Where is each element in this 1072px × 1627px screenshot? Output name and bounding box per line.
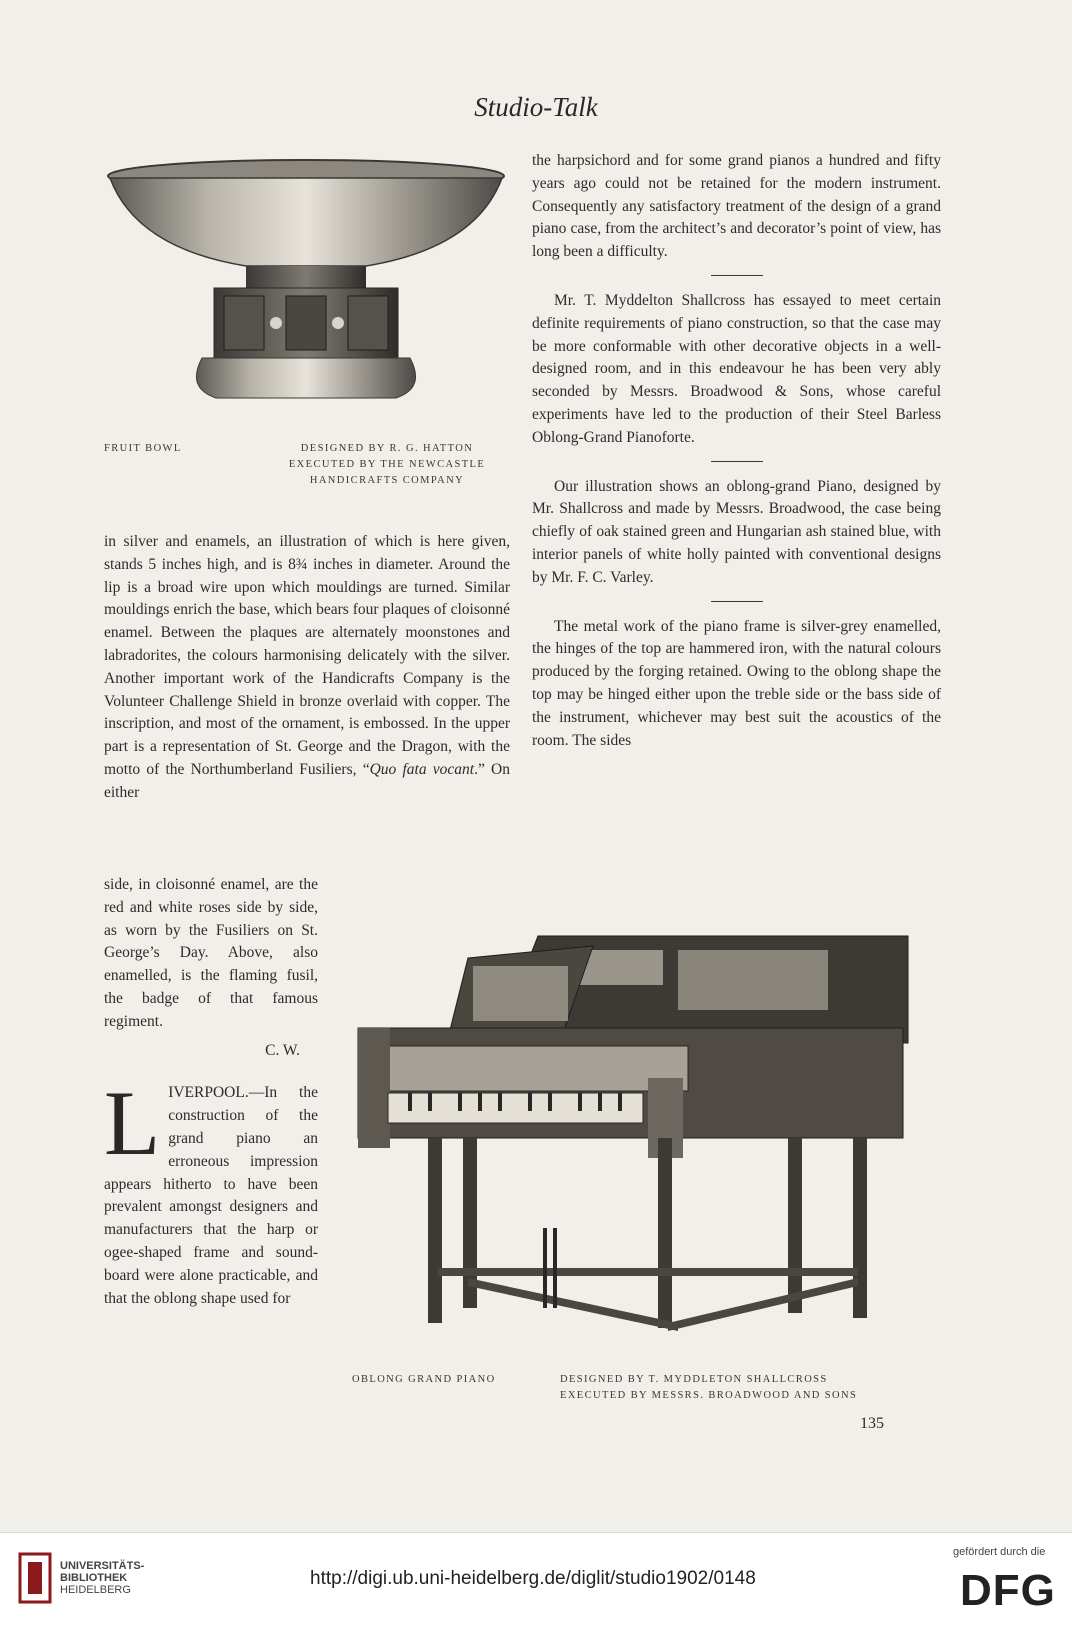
paragraph: side, in cloisonné enamel, are the red and white roses side by side, as worn by the Fusiliers on St. George’s Day. Above, also enamelled, is the flaming fusil, the badge of that famous regiment. bbox=[104, 876, 318, 1030]
oblong-grand-piano-image bbox=[348, 928, 928, 1358]
funded-by-text: gefördert durch die bbox=[953, 1546, 1046, 1558]
bowl-caption-title: FRUIT BOWL bbox=[104, 443, 182, 454]
paragraph-text: IVERPOOL.—In the construction of the grand piano an erroneous impression appears hitherto to have been prevalent amongst designers and manufacturers that the harp or ogee-shaped frame and sound-board were alone practicable, and that the oblong shape used for bbox=[104, 1084, 318, 1307]
paragraph bbox=[104, 1072, 318, 1310]
piano-caption-title: OBLONG GRAND PIANO bbox=[352, 1374, 496, 1385]
paragraph: Mr. T. Myddelton Shallcross has essayed to meet certain definite requirements of piano construction, so that the case may be more conformable with other decorative objects in a well-designed room, and in this endeavour he has been very ably seconded by Messrs. Broadwood & Sons, whose careful experiments have led to the production of their Steel Barless Oblong-Grand Pianoforte. bbox=[532, 291, 941, 446]
fruit-bowl-image bbox=[96, 148, 516, 418]
bowl-credit-line: HANDICRAFTS COMPANY bbox=[309, 475, 465, 486]
paragraph-text: in silver and enamels, an illustration of which is here given, stands 5 inches high, and is 8¾ inches in diameter. Around the lip is a broad wire upon which mouldings are turned. Similar mouldings enrich the base, which bears four plaques of cloisonné enamel. Between the plaques are alternately moonstones and labradorites, the colours harmonising delicately with the silver. Another important work of the Handicrafts Company is the Volunteer Challenge Shield in bronze overlaid with copper. The inscription, and most of the ornament, is embossed. In the upper part is a representation of St. George and the Dragon, with the motto of the Northumberland Fusiliers, “ bbox=[104, 533, 510, 778]
paragraph-text: .” On either bbox=[104, 760, 511, 801]
left-column-upper bbox=[104, 531, 510, 805]
right-column bbox=[532, 150, 941, 752]
library-name-line: HEIDELBERG bbox=[60, 1584, 131, 1596]
permalink-url[interactable]: http://digi.ub.uni-heidelberg.de/diglit/studio1902/0148 bbox=[310, 1568, 756, 1589]
bowl-caption-credit bbox=[267, 441, 507, 489]
left-column-lower bbox=[104, 874, 318, 1310]
section-divider bbox=[711, 601, 763, 602]
paragraph: the harpsichord and for some grand pianos a hundred and fifty years ago could not be retained for the modern instrument. Consequently any satisfactory treatment of the design of a grand piano case, from the architect’s and decorator’s point of view, has long been a difficulty. bbox=[532, 152, 941, 261]
page-title: Studio-Talk bbox=[474, 92, 598, 122]
piano-caption-credit bbox=[560, 1372, 857, 1404]
piano-credit-line: EXECUTED BY MESSRS. BROADWOOD AND SONS bbox=[560, 1390, 858, 1401]
section-divider bbox=[711, 461, 763, 462]
piano-credit-line: DESIGNED BY T. MYDDLETON SHALLCROSS bbox=[560, 1374, 828, 1385]
motto-text: Quo fata vocant bbox=[369, 760, 475, 778]
bowl-credit-line: DESIGNED BY R. G. HATTON bbox=[300, 443, 474, 454]
library-name-line: BIBLIOTHEK bbox=[60, 1572, 128, 1584]
signature: C. W. bbox=[265, 1041, 300, 1059]
paragraph: The metal work of the piano frame is silver-grey enamelled, the hinges of the top are hammered iron, with the natural colours produced by the forging retained. Owing to the oblong shape the top may be hinged either upon the treble side or the bass side of the instrument, whichever may best suit the acoustics of the room. The sides bbox=[532, 617, 941, 749]
page-number: 135 bbox=[860, 1415, 884, 1432]
paragraph: Our illustration shows an oblong-grand Piano, designed by Mr. Shallcross and made by Messrs. Broadwood, the case being chiefly of oak stained green and Hungarian ash stained blue, with interior panels of white holly painted with conventional designs by Mr. F. C. Varley. bbox=[532, 477, 941, 586]
bowl-credit-line: EXECUTED BY THE NEWCASTLE bbox=[288, 459, 486, 470]
paragraph bbox=[104, 531, 510, 805]
library-name-line: UNIVERSITÄTS- bbox=[60, 1560, 145, 1572]
university-library-logo-icon bbox=[18, 1552, 52, 1604]
dfg-logo: DFG bbox=[960, 1566, 1056, 1615]
section-divider bbox=[711, 275, 763, 276]
drop-cap: L bbox=[104, 1072, 161, 1175]
library-name bbox=[60, 1560, 144, 1596]
